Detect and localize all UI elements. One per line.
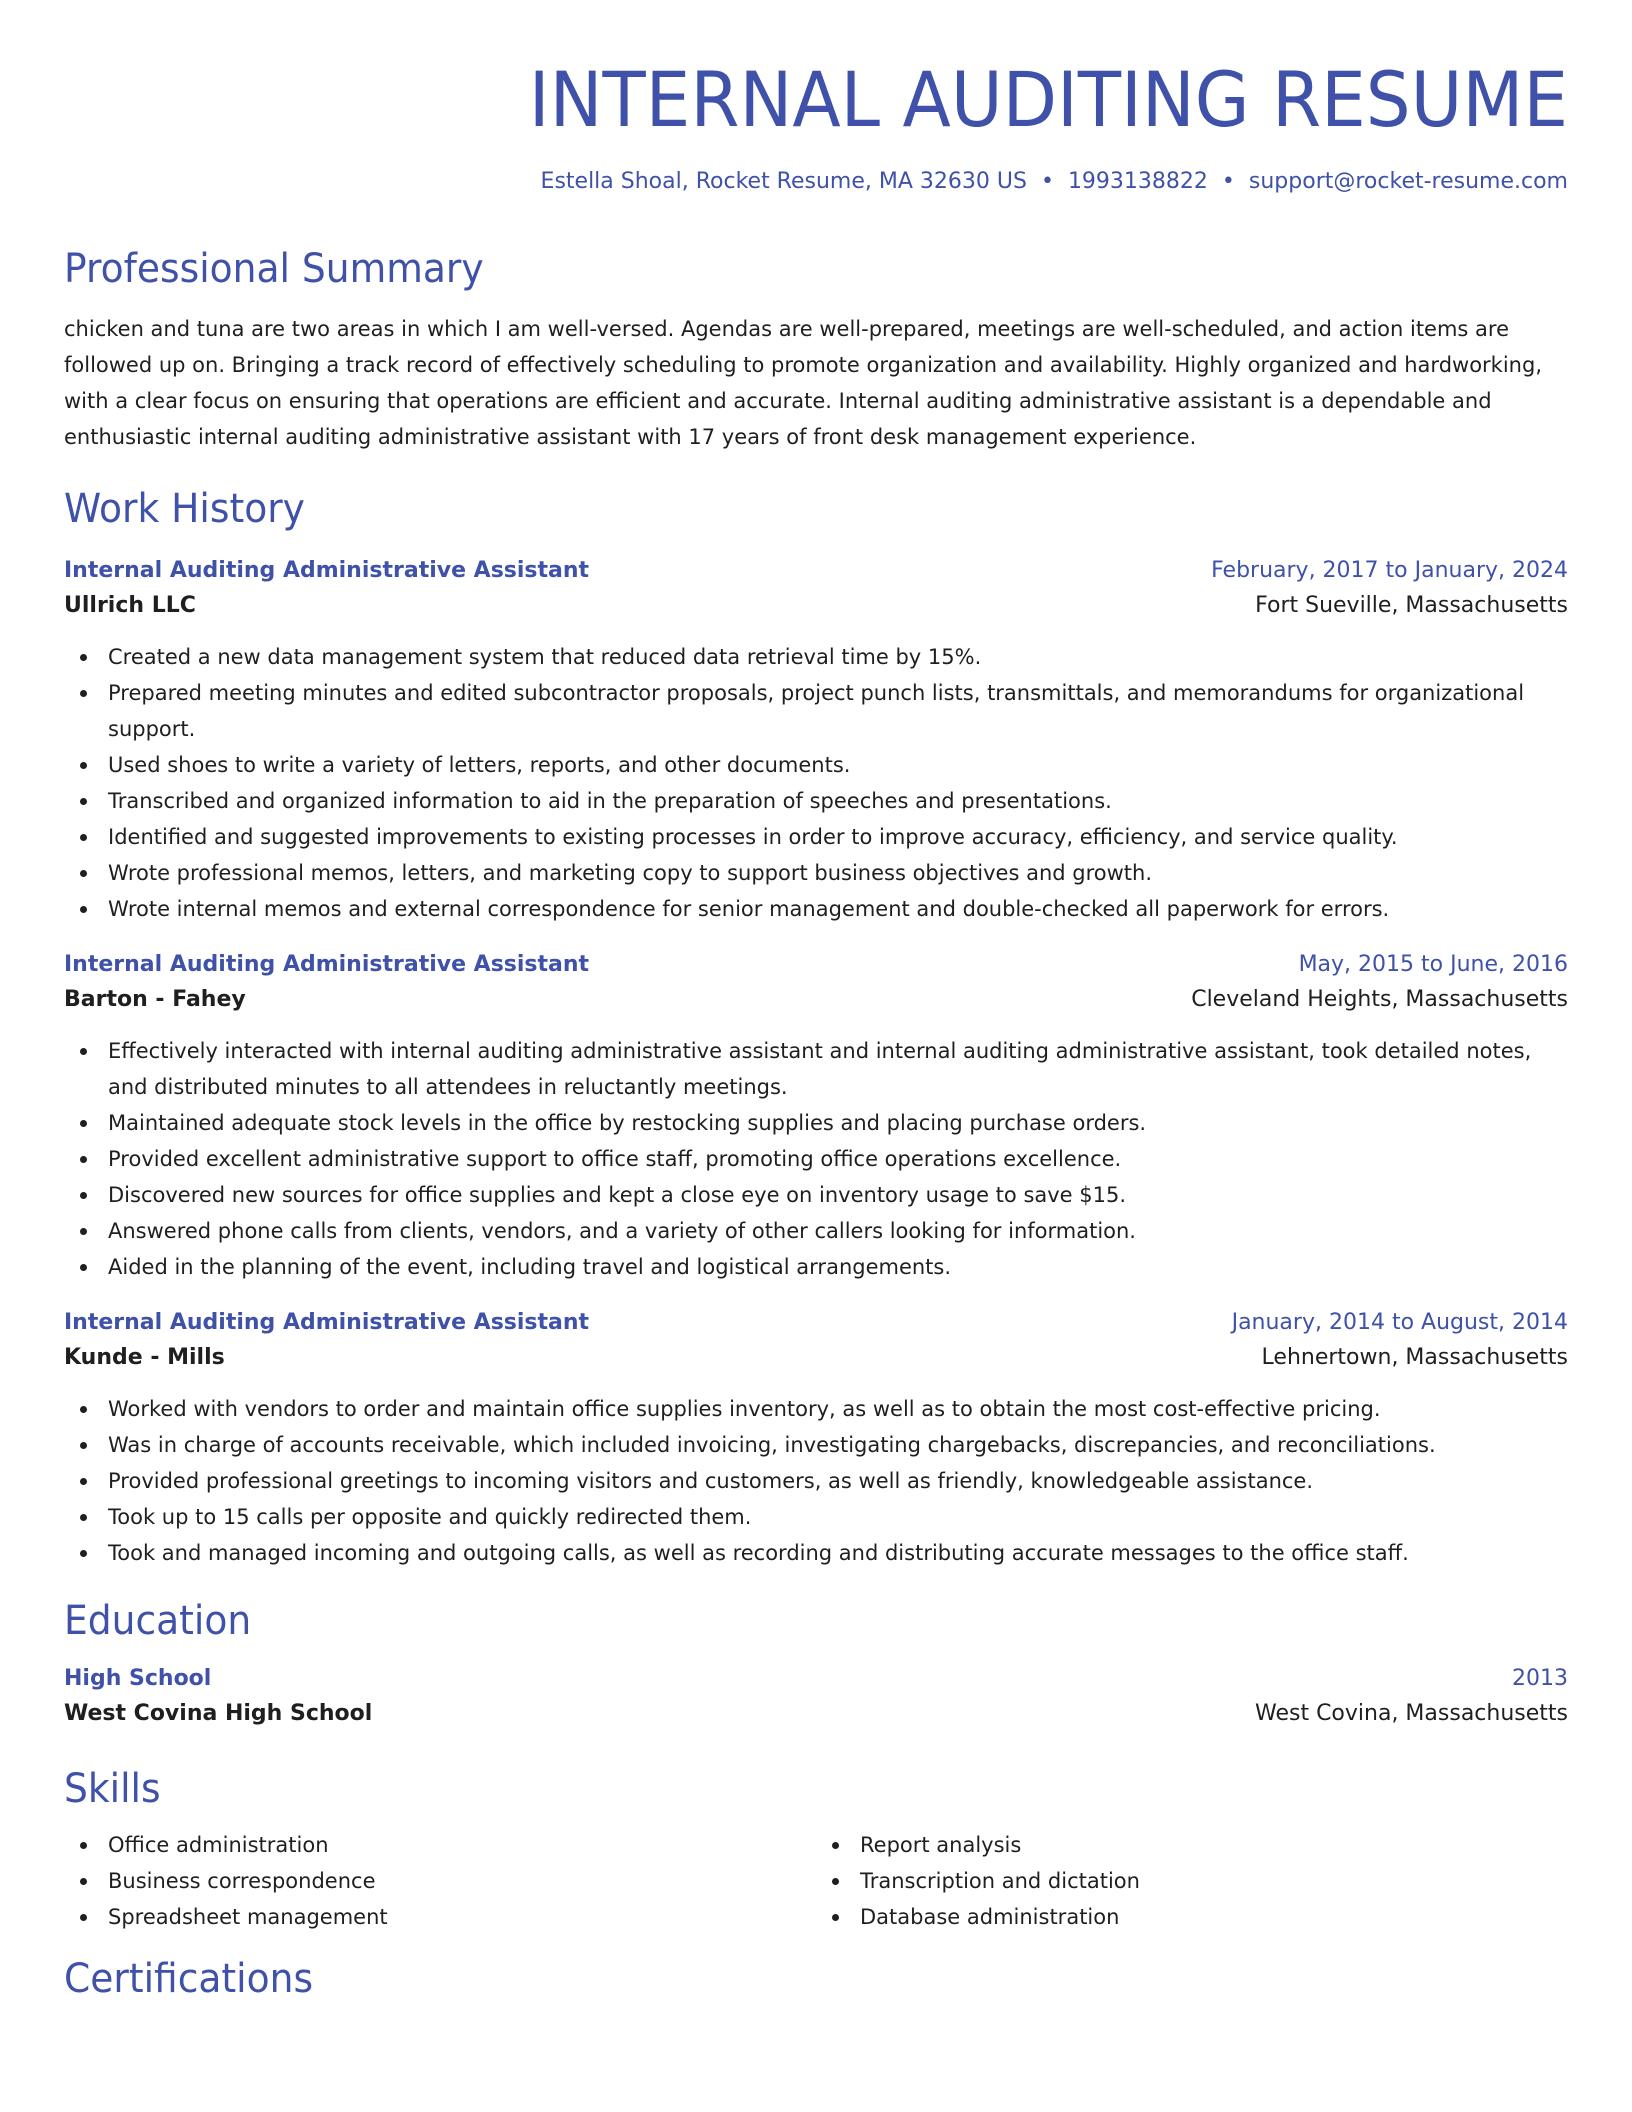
job-company: Barton - Fahey xyxy=(64,986,246,1012)
list-item: Used shoes to write a variety of letters, reports, and other documents. xyxy=(64,747,1568,783)
job-entry xyxy=(64,949,1568,1285)
job-dates: May, 2015 to June, 2016 xyxy=(1298,951,1568,977)
job-location: Cleveland Heights, Massachusetts xyxy=(1191,986,1568,1012)
job-entry xyxy=(64,555,1568,927)
education-school: West Covina High School xyxy=(64,1700,373,1726)
job-role: Internal Auditing Administrative Assistant xyxy=(64,1309,590,1335)
resume-title: INTERNAL AUDITING RESUME xyxy=(528,55,1568,144)
skills-left-column xyxy=(64,1827,816,1935)
job-location: Fort Sueville, Massachusetts xyxy=(1255,592,1568,618)
skill-item: Report analysis xyxy=(816,1827,1568,1863)
education-heading: Education xyxy=(64,1597,252,1644)
list-item: Answered phone calls from clients, vendors, and a variety of other callers looking for information. xyxy=(64,1213,1568,1249)
list-item: Transcribed and organized information to aid in the preparation of speeches and presentations. xyxy=(64,783,1568,819)
skills-right-column xyxy=(816,1827,1568,1935)
job-location: Lehnertown, Massachusetts xyxy=(1261,1344,1568,1370)
list-item: Took up to 15 calls per opposite and quickly redirected them. xyxy=(64,1499,1568,1535)
list-item: Effectively interacted with internal auditing administrative assistant and internal auditing administrative assistant, took detailed notes, and distributed minutes to all attendees in reluctantly meetings. xyxy=(64,1033,1568,1105)
job-bullets xyxy=(64,1391,1568,1571)
skill-item: Office administration xyxy=(64,1827,816,1863)
education-year: 2013 xyxy=(1512,1665,1568,1691)
job-bullets xyxy=(64,639,1568,927)
list-item: Maintained adequate stock levels in the office by restocking supplies and placing purchase orders. xyxy=(64,1105,1568,1141)
skills-grid xyxy=(64,1827,1568,1935)
list-item: Provided excellent administrative support to office staff, promoting office operations excellence. xyxy=(64,1141,1568,1177)
education-entry xyxy=(64,1663,1568,1733)
list-item: Wrote internal memos and external correspondence for senior management and double-checked all paperwork for errors. xyxy=(64,891,1568,927)
contact-address: Estella Shoal, Rocket Resume, MA 32630 US xyxy=(540,169,1027,194)
list-item: Prepared meeting minutes and edited subcontractor proposals, project punch lists, transmittals, and memorandums for organizational support. xyxy=(64,675,1568,747)
job-role: Internal Auditing Administrative Assistant xyxy=(64,951,590,977)
job-company: Kunde - Mills xyxy=(64,1344,225,1370)
skill-item: Spreadsheet management xyxy=(64,1899,816,1935)
skill-item: Business correspondence xyxy=(64,1863,816,1899)
list-item: Took and managed incoming and outgoing calls, as well as recording and distributing accurate messages to the office staff. xyxy=(64,1535,1568,1571)
job-dates: February, 2017 to January, 2024 xyxy=(1211,557,1568,583)
list-item: Provided professional greetings to incoming visitors and customers, as well as friendly, knowledgeable assistance. xyxy=(64,1463,1568,1499)
job-bullets xyxy=(64,1033,1568,1285)
certifications-heading: Certifications xyxy=(64,1955,314,2002)
list-item: Aided in the planning of the event, including travel and logistical arrangements. xyxy=(64,1249,1568,1285)
summary-heading: Professional Summary xyxy=(64,245,484,292)
skill-item: Transcription and dictation xyxy=(816,1863,1568,1899)
list-item: Wrote professional memos, letters, and marketing copy to support business objectives and growth. xyxy=(64,855,1568,891)
education-location: West Covina, Massachusetts xyxy=(1254,1700,1568,1726)
work-history-heading: Work History xyxy=(64,485,305,532)
education-degree: High School xyxy=(64,1665,212,1691)
contact-line xyxy=(64,168,1568,197)
list-item: Identified and suggested improvements to existing processes in order to improve accuracy, efficiency, and service quality. xyxy=(64,819,1568,855)
contact-phone[interactable]: 1993138822 xyxy=(1067,169,1208,194)
skill-item: Database administration xyxy=(816,1899,1568,1935)
list-item: Created a new data management system that reduced data retrieval time by 15%. xyxy=(64,639,1568,675)
job-entry xyxy=(64,1307,1568,1571)
contact-separator: • xyxy=(1221,169,1235,194)
job-company: Ullrich LLC xyxy=(64,592,196,618)
list-item: Discovered new sources for office supplies and kept a close eye on inventory usage to save $15. xyxy=(64,1177,1568,1213)
contact-separator: • xyxy=(1040,169,1054,194)
contact-email[interactable]: support@rocket-resume.com xyxy=(1248,169,1568,194)
summary-text: chicken and tuna are two areas in which I am well-versed. Agendas are well-prepared, meetings are well-scheduled, and action items are followed up on. Bringing a track record of effectively scheduling to promote organization and availability. Highly organized and hardworking, with a clear focus on ensuring that operations are efficient and accurate. Internal auditing administrative assistant is a dependable and enthusiastic internal auditing administrative assistant with 17 years of front desk management experience. xyxy=(64,316,1542,449)
job-role: Internal Auditing Administrative Assistant xyxy=(64,557,590,583)
list-item: Was in charge of accounts receivable, which included invoicing, investigating chargebacks, discrepancies, and reconciliations. xyxy=(64,1427,1568,1463)
job-dates: January, 2014 to August, 2014 xyxy=(1231,1309,1568,1335)
skills-heading: Skills xyxy=(64,1765,161,1812)
list-item: Worked with vendors to order and maintain office supplies inventory, as well as to obtain the most cost-effective pricing. xyxy=(64,1391,1568,1427)
